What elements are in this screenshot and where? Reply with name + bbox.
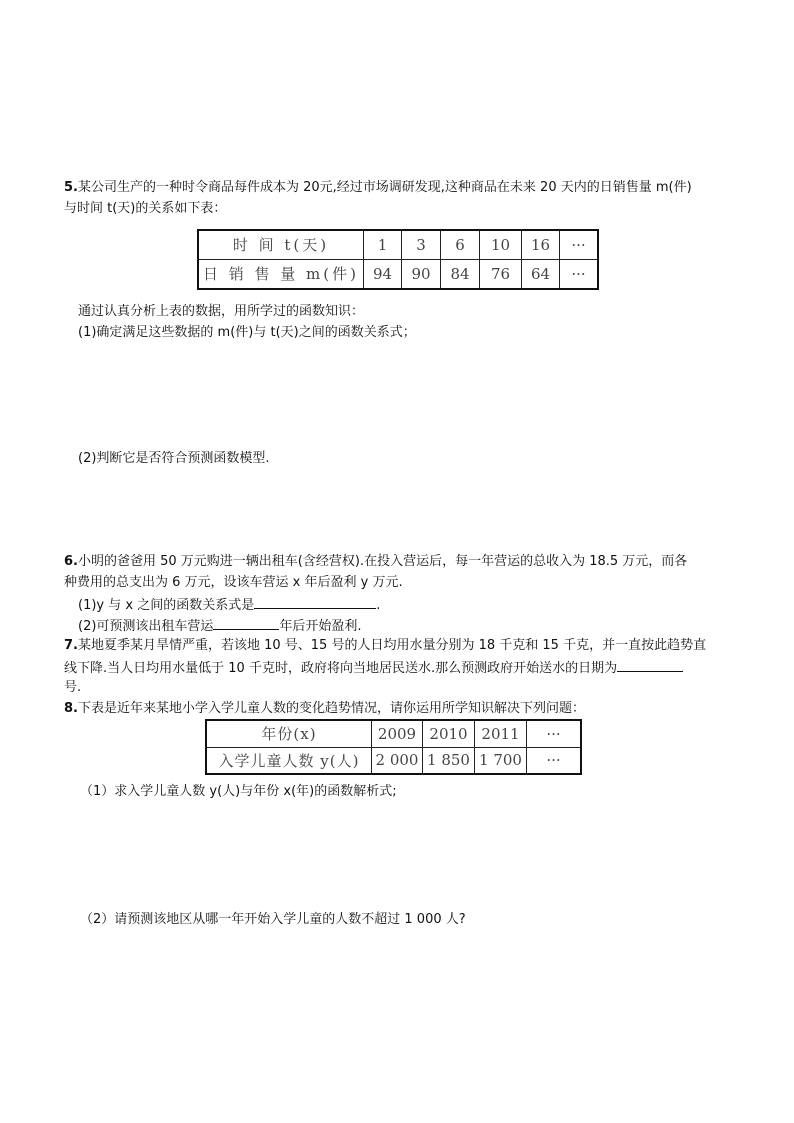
q6-part1-suffix: .	[376, 598, 381, 613]
q5-line1	[64, 178, 692, 198]
q7-text-line1: 某地夏季某月旱情严重，若该地 10 号、15 号的人日均用水量分别为 18 千克和 15 千克，并一直按此趋势直	[77, 638, 707, 653]
q5-table-cell: 6	[441, 230, 480, 259]
q6-part1-prefix: (1)y 与 x 之间的函数关系式是	[78, 598, 255, 613]
q5-part1: (1)确定满足这些数据的 m(件)与 t(天)之间的函数关系式；	[78, 325, 416, 340]
q8-table-row1-label: 年份(x)	[206, 720, 372, 747]
q6-number: 6.	[64, 554, 78, 569]
q8-part1: （1）求入学儿童人数 y(人)与年份 x(年)的函数解析式;	[80, 784, 397, 799]
q7-number: 7.	[64, 638, 78, 653]
q5-table-cell: 64	[522, 259, 560, 289]
q5-table-cell: 10	[480, 230, 522, 259]
q5-table-cell: 94	[364, 259, 402, 289]
q8-table-cell: ···	[527, 720, 582, 747]
q8-table-cell: 1 850	[423, 747, 475, 774]
q8-table-cell: 2009	[372, 720, 423, 747]
q7-text-line2: 线下降.当人日均用水量低于 10 千克时，政府将向当地居民送水.那么预测政府开始送水的日期为	[64, 661, 618, 676]
q5-part2: (2)判断它是否符合预测函数模型.	[78, 451, 270, 466]
q8-table-row2-label: 入学儿童人数 y(人)	[206, 747, 372, 774]
q5-table-cell: ···	[560, 230, 599, 259]
q8-text-line1: 下表是近年来某地小学入学儿童人数的变化趋势情况，请你运用所学知识解决下列问题：	[77, 701, 585, 716]
q8-table-cell: ···	[527, 747, 582, 774]
q8-table-cell: 2011	[475, 720, 527, 747]
q5-table-row1-label: 时 间 t(天)	[198, 230, 364, 259]
q5-table-cell: 3	[402, 230, 441, 259]
q8-part2: （2）请预测该地区从哪一年开始入学儿童的人数不超过 1 000 人?	[80, 912, 466, 927]
q6-part2-prefix: (2)可预测该出租车营运	[78, 619, 214, 634]
q5-table-cell: 1	[364, 230, 402, 259]
q5-table-cell: 84	[441, 259, 480, 289]
q5-number: 5.	[64, 180, 78, 195]
q5-table-cell: 16	[522, 230, 560, 259]
q8-table	[205, 719, 582, 775]
q5-table-row2-label: 日 销 售 量 m(件)	[198, 259, 364, 289]
answer-blank[interactable]	[213, 615, 279, 630]
q8-table-cell: 1 700	[475, 747, 527, 774]
q5-table-cell: 90	[402, 259, 441, 289]
q8-number: 8.	[64, 701, 78, 716]
q6-part2-suffix: 年后开始盈利.	[279, 619, 362, 634]
q8-table-cell: 2010	[423, 720, 475, 747]
answer-blank[interactable]	[617, 657, 683, 672]
q6-text-line2: 种费用的总支出为 6 万元，设该车营运 x 年后盈利 y 万元.	[64, 575, 403, 590]
answer-blank[interactable]	[254, 594, 376, 609]
q6-part1	[78, 594, 380, 616]
q5-table-cell: 76	[480, 259, 522, 289]
q6-text-line1: 小明的爸爸用 50 万元购进一辆出租车(含经营权).在投入营运后，每一年营运的总收入为 18.5 万元，而各	[77, 554, 688, 569]
q7-text-line3: 号.	[64, 680, 82, 695]
q5-intro: 通过认真分析上表的数据，用所学过的函数知识：	[78, 304, 365, 319]
q5-text-line1: 某公司生产的一种时令商品每件成本为 20元,经过市场调研发现,这种商品在未来 20 天内的日销售量 m(件)	[77, 180, 692, 195]
q5-text-line2: 与时间 t(天)的关系如下表：	[64, 201, 227, 216]
q8-line1	[64, 699, 585, 719]
q5-table	[197, 229, 599, 290]
q7-line2	[64, 657, 683, 679]
q6-line1	[64, 552, 687, 572]
q7-line1	[64, 636, 706, 656]
q8-table-cell: 2 000	[372, 747, 423, 774]
q6-part2	[78, 615, 362, 637]
q5-table-cell: ···	[560, 259, 599, 289]
